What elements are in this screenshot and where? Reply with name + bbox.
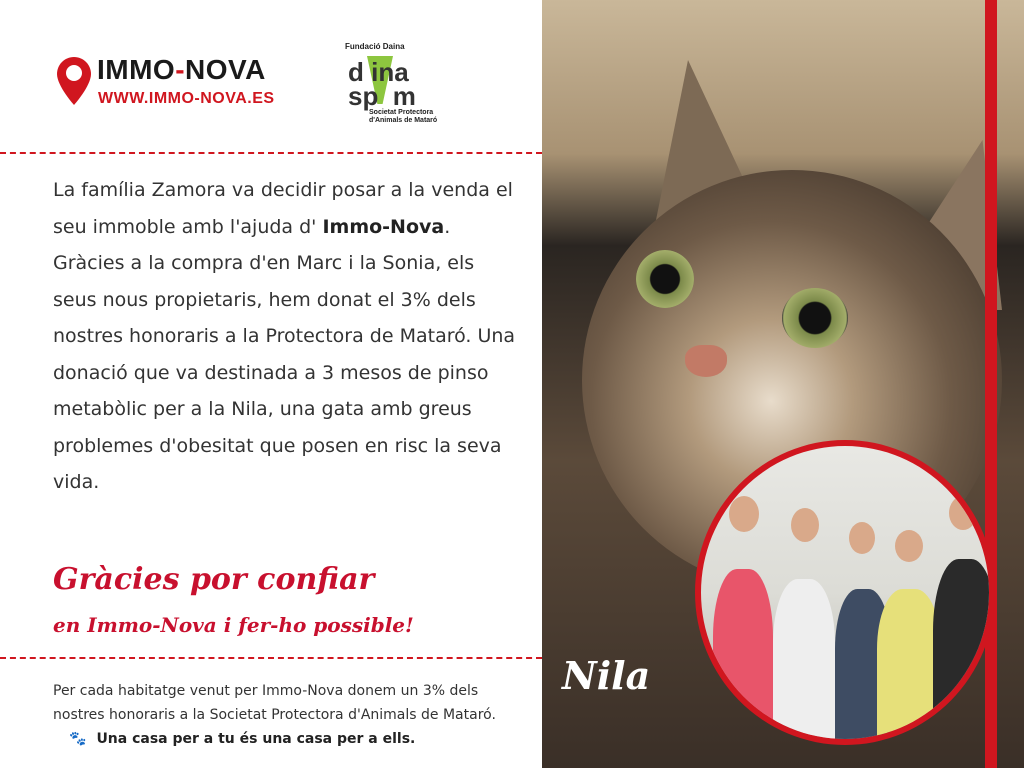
story-p1: La família Zamora va decidir posar a la venda el seu immoble amb l'ajuda d' [53,179,513,238]
person-head [895,530,923,562]
partner-top: Fundació Daina [345,42,405,51]
footer-text [53,679,533,751]
photo-caption: Nila [562,653,651,698]
cat-eye [636,250,694,308]
cat-photo [542,0,1024,768]
location-pin-icon [57,57,91,105]
brand-text: IMMO [97,54,176,85]
person [877,589,941,739]
partner-name-2: sp m [348,81,416,111]
story-p2: . Gràcies a la compra d'en Marc i la Sonia, els seus nous propietaris, hem donat el 3% dels nostres honoraris a la Protectora de Mataró. Una donació que va destinada a 3 mesos de pinso metabòlic per a la Nila, una gata amb greus problemes d'obesitat que posen en risc la seva vida. [53,215,516,493]
website-link[interactable]: WWW.IMMO-NOVA.ES [98,90,275,107]
person-head [729,496,759,532]
paw-icon: 🐾 [69,731,87,747]
partner-name [348,57,416,111]
person-head [949,496,977,530]
thanks-heading: Gràcies por confiar [53,562,375,597]
cat-eye [782,288,848,348]
person [713,569,773,739]
person [773,579,835,739]
divider [0,152,542,154]
brand-logo [97,54,266,86]
person-head [849,522,875,554]
footer-body: Per cada habitatge venut per Immo-Nova donem un 3% dels nostres honoraris a la Societat Protectora d'Animals de Mataró. [53,683,496,723]
person [933,559,995,739]
story-text [53,172,523,501]
partner-subtitle [369,109,437,125]
subtitle-2: d'Animals de Mataró [369,117,438,124]
partner-name-1: d ina [348,57,409,87]
subtitle-1: Societat Protectora [369,109,434,116]
person-head [791,508,819,542]
story-bold: Immo-Nova [322,215,445,238]
brand-dash: - [175,54,186,85]
divider [0,657,542,659]
slogan: Una casa per a tu és una casa per a ells. [96,731,416,747]
cat-nose [685,345,727,377]
brand-text: NOVA [185,54,266,85]
spam-logo [345,42,445,132]
group-photo [695,440,995,745]
thanks-subheading: en Immo-Nova i fer-ho possible! [53,613,414,637]
